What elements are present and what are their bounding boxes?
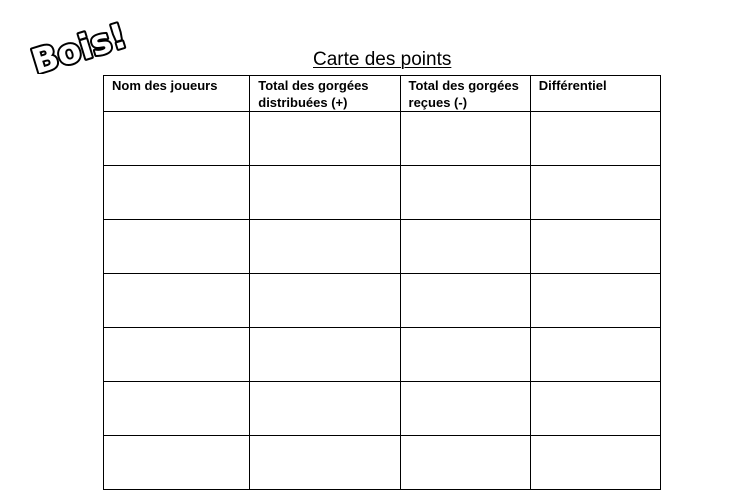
header-gorgees-distribuees: Total des gorgées distribuées (+) <box>250 76 400 112</box>
table-cell <box>250 328 400 382</box>
table-cell <box>400 436 530 490</box>
table-cell <box>400 328 530 382</box>
table-row <box>104 436 661 490</box>
table-cell <box>104 274 250 328</box>
table-cell <box>104 328 250 382</box>
table-cell <box>400 112 530 166</box>
table-cell <box>530 166 660 220</box>
table-cell <box>530 328 660 382</box>
table-cell <box>400 220 530 274</box>
svg-text:Bois!: Bois! <box>27 16 132 74</box>
table-cell <box>104 382 250 436</box>
header-nom-des-joueurs: Nom des joueurs <box>104 76 250 112</box>
header-differentiel: Différentiel <box>530 76 660 112</box>
bois-logo-graphic <box>24 12 136 74</box>
table-row <box>104 112 661 166</box>
table-cell <box>530 112 660 166</box>
table-cell <box>250 220 400 274</box>
table-cell <box>104 220 250 274</box>
table-row <box>104 328 661 382</box>
header-gorgees-recues: Total des gorgées reçues (-) <box>400 76 530 112</box>
table-cell <box>104 112 250 166</box>
table-cell <box>530 220 660 274</box>
table-body <box>104 112 661 490</box>
table-cell <box>250 436 400 490</box>
score-table <box>103 75 661 490</box>
table-cell <box>104 436 250 490</box>
table-cell <box>400 274 530 328</box>
table-cell <box>530 274 660 328</box>
table-cell <box>530 436 660 490</box>
table-cell <box>400 166 530 220</box>
table-cell <box>104 166 250 220</box>
table-cell <box>250 274 400 328</box>
table-cell <box>250 112 400 166</box>
table-row <box>104 220 661 274</box>
table-row <box>104 166 661 220</box>
table-cell <box>530 382 660 436</box>
table-row <box>104 382 661 436</box>
table-cell <box>250 166 400 220</box>
table-row <box>104 274 661 328</box>
bois-logo-icon <box>24 12 136 74</box>
page-title: Carte des points <box>313 49 452 70</box>
table-cell <box>250 382 400 436</box>
table-header-row <box>104 76 661 112</box>
table-cell <box>400 382 530 436</box>
